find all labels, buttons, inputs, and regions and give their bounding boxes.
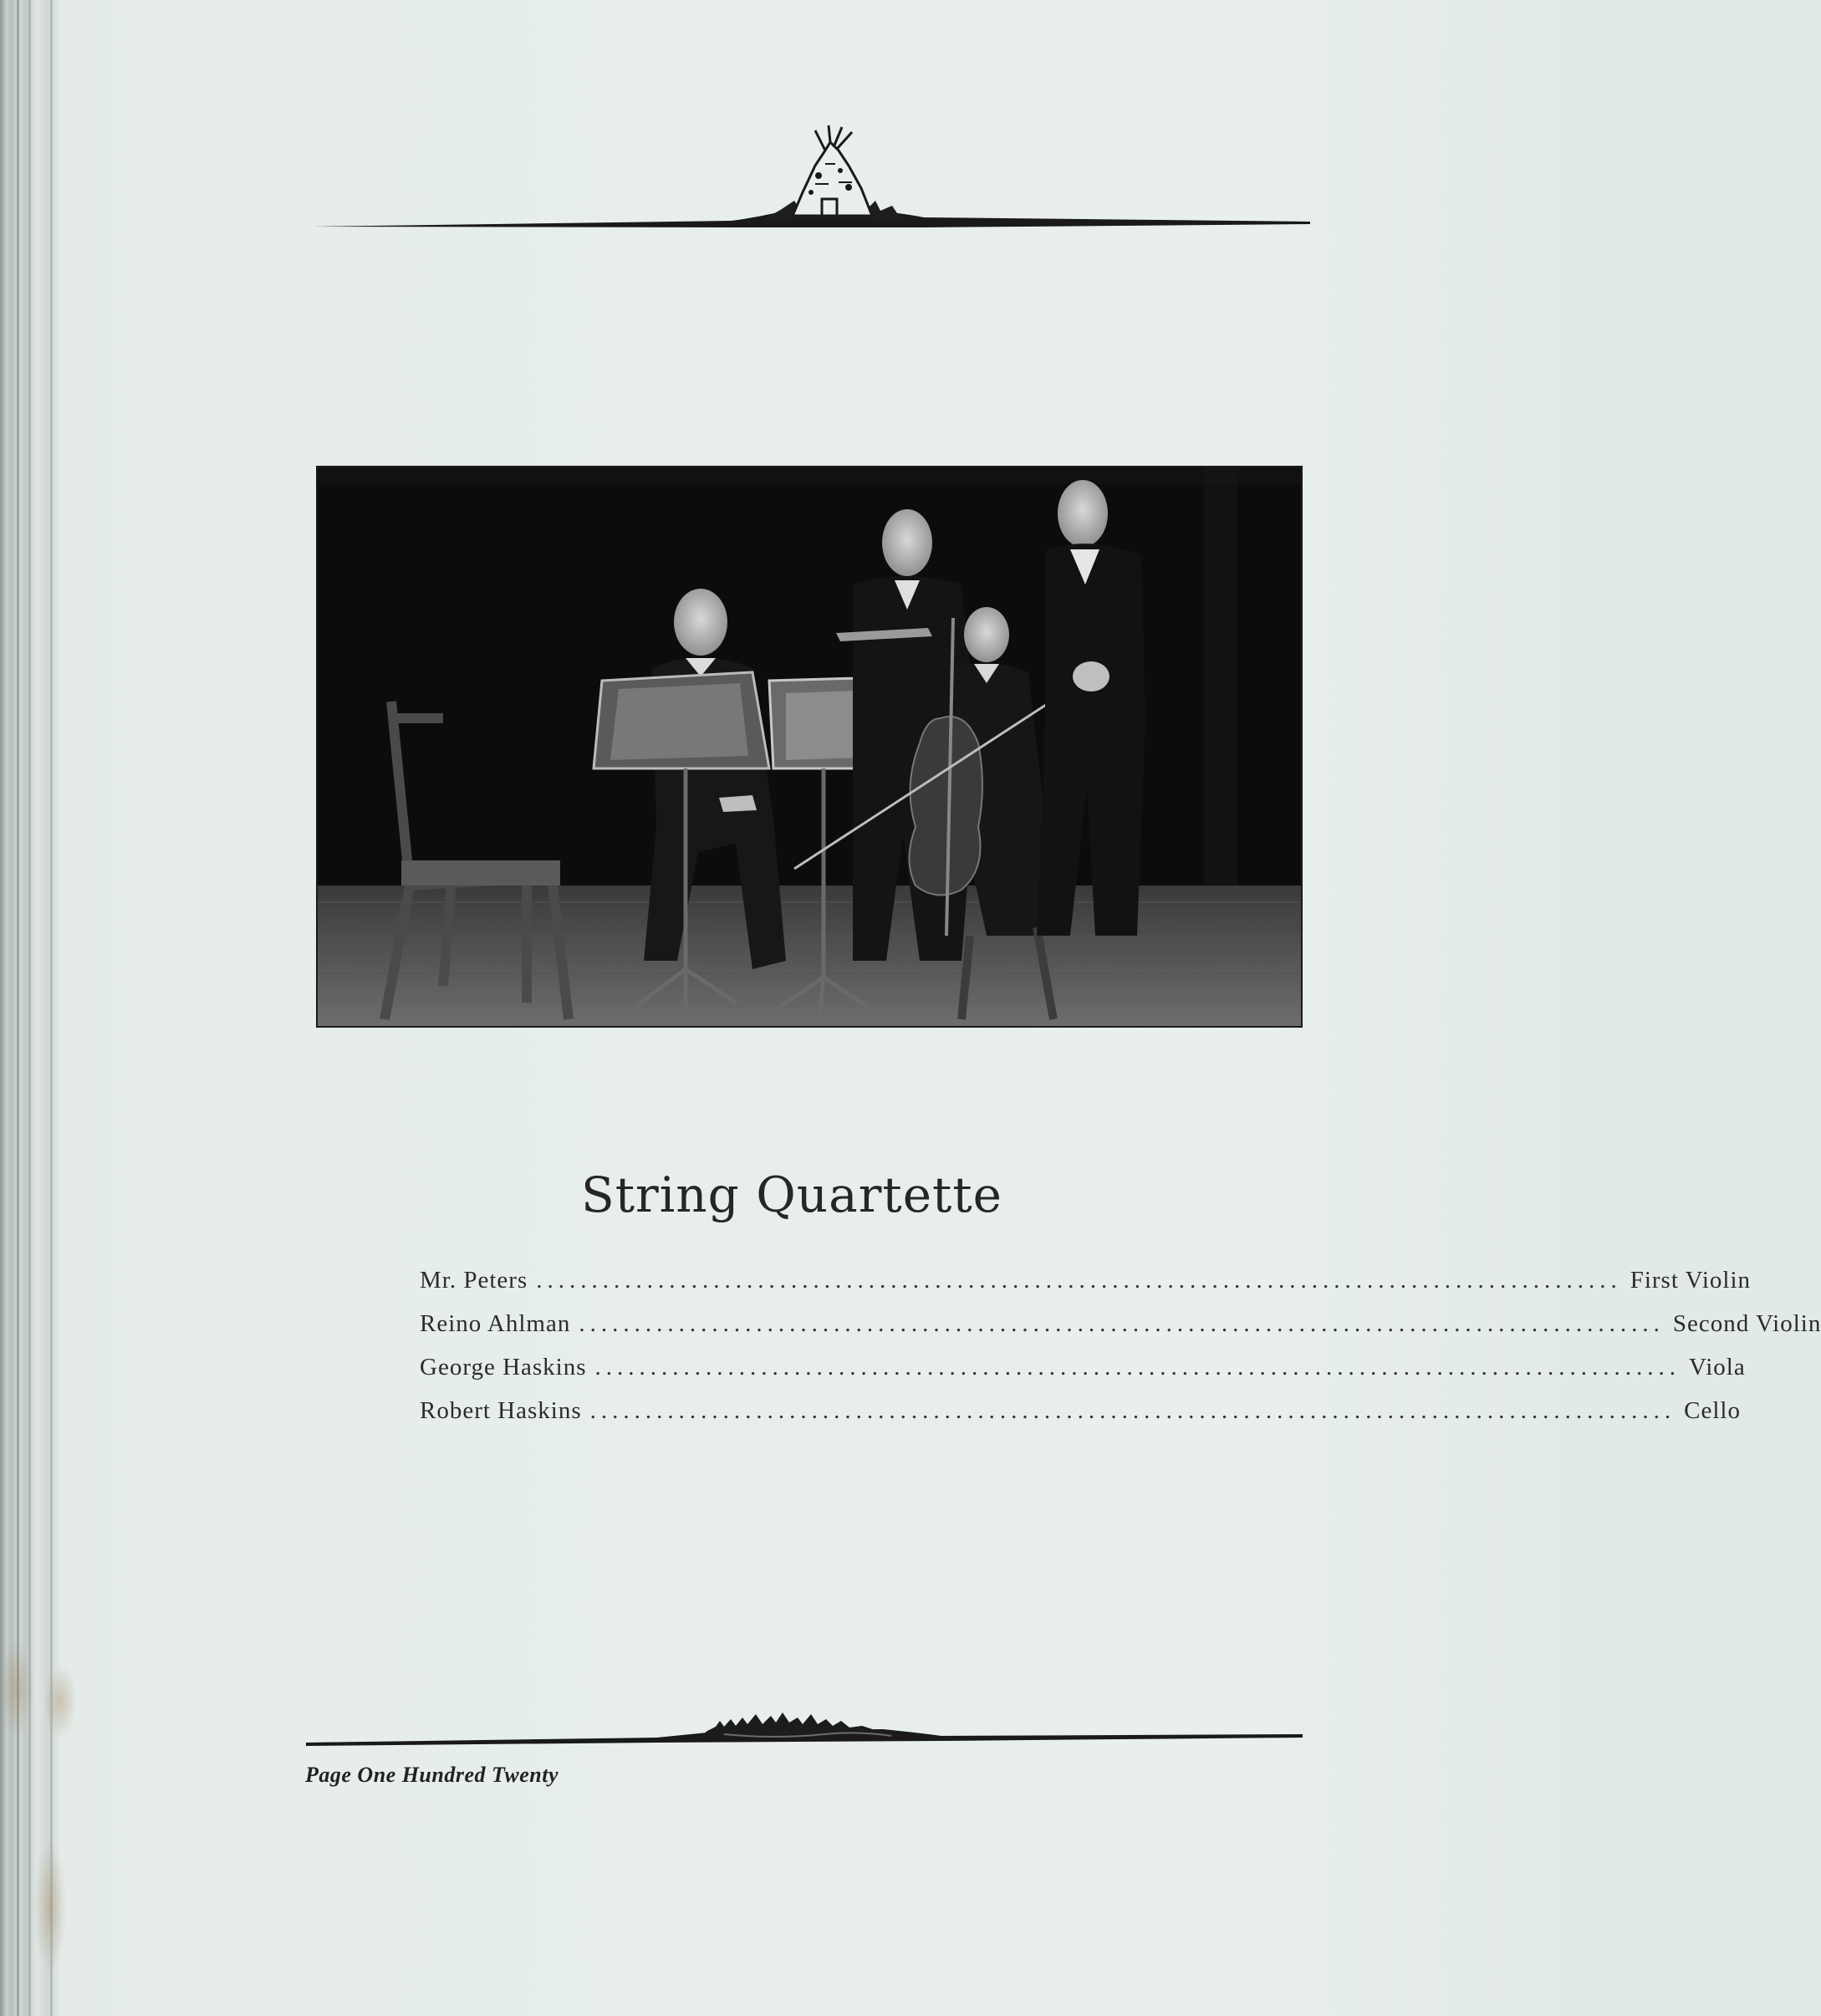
page-title: String Quartette: [580, 1166, 1002, 1223]
page-stain: [33, 1840, 67, 1973]
dot-leader: ..................................................................................................: [579, 1310, 1665, 1337]
page-number: Page One Hundred Twenty: [305, 1763, 559, 1787]
member-roster: [420, 1267, 1821, 1441]
member-name: Reino Ahlman: [420, 1310, 571, 1337]
page-stain: [43, 1664, 77, 1739]
dot-leader: ..................................................................................................: [589, 1397, 1676, 1424]
member-instrument: First Violin: [1630, 1267, 1752, 1294]
member-instrument: Cello: [1684, 1397, 1741, 1424]
page-stain: [0, 1639, 33, 1739]
member-name: Robert Haskins: [420, 1397, 582, 1424]
member-name: George Haskins: [420, 1354, 587, 1381]
roster-row: [420, 1354, 1746, 1397]
roster-row: [420, 1310, 1821, 1354]
treeline-ornament: [306, 1681, 1303, 1764]
tepee-ornament: [314, 84, 1310, 234]
dot-leader: ..................................................................................................: [536, 1267, 1622, 1294]
member-instrument: Viola: [1689, 1354, 1746, 1381]
member-instrument: Second Violin: [1672, 1310, 1821, 1337]
roster-row: [420, 1397, 1741, 1441]
roster-row: [420, 1267, 1752, 1310]
dot-leader: ..................................................................................................: [594, 1354, 1681, 1381]
quartet-photograph: [316, 466, 1303, 1028]
member-name: Mr. Peters: [420, 1267, 528, 1294]
